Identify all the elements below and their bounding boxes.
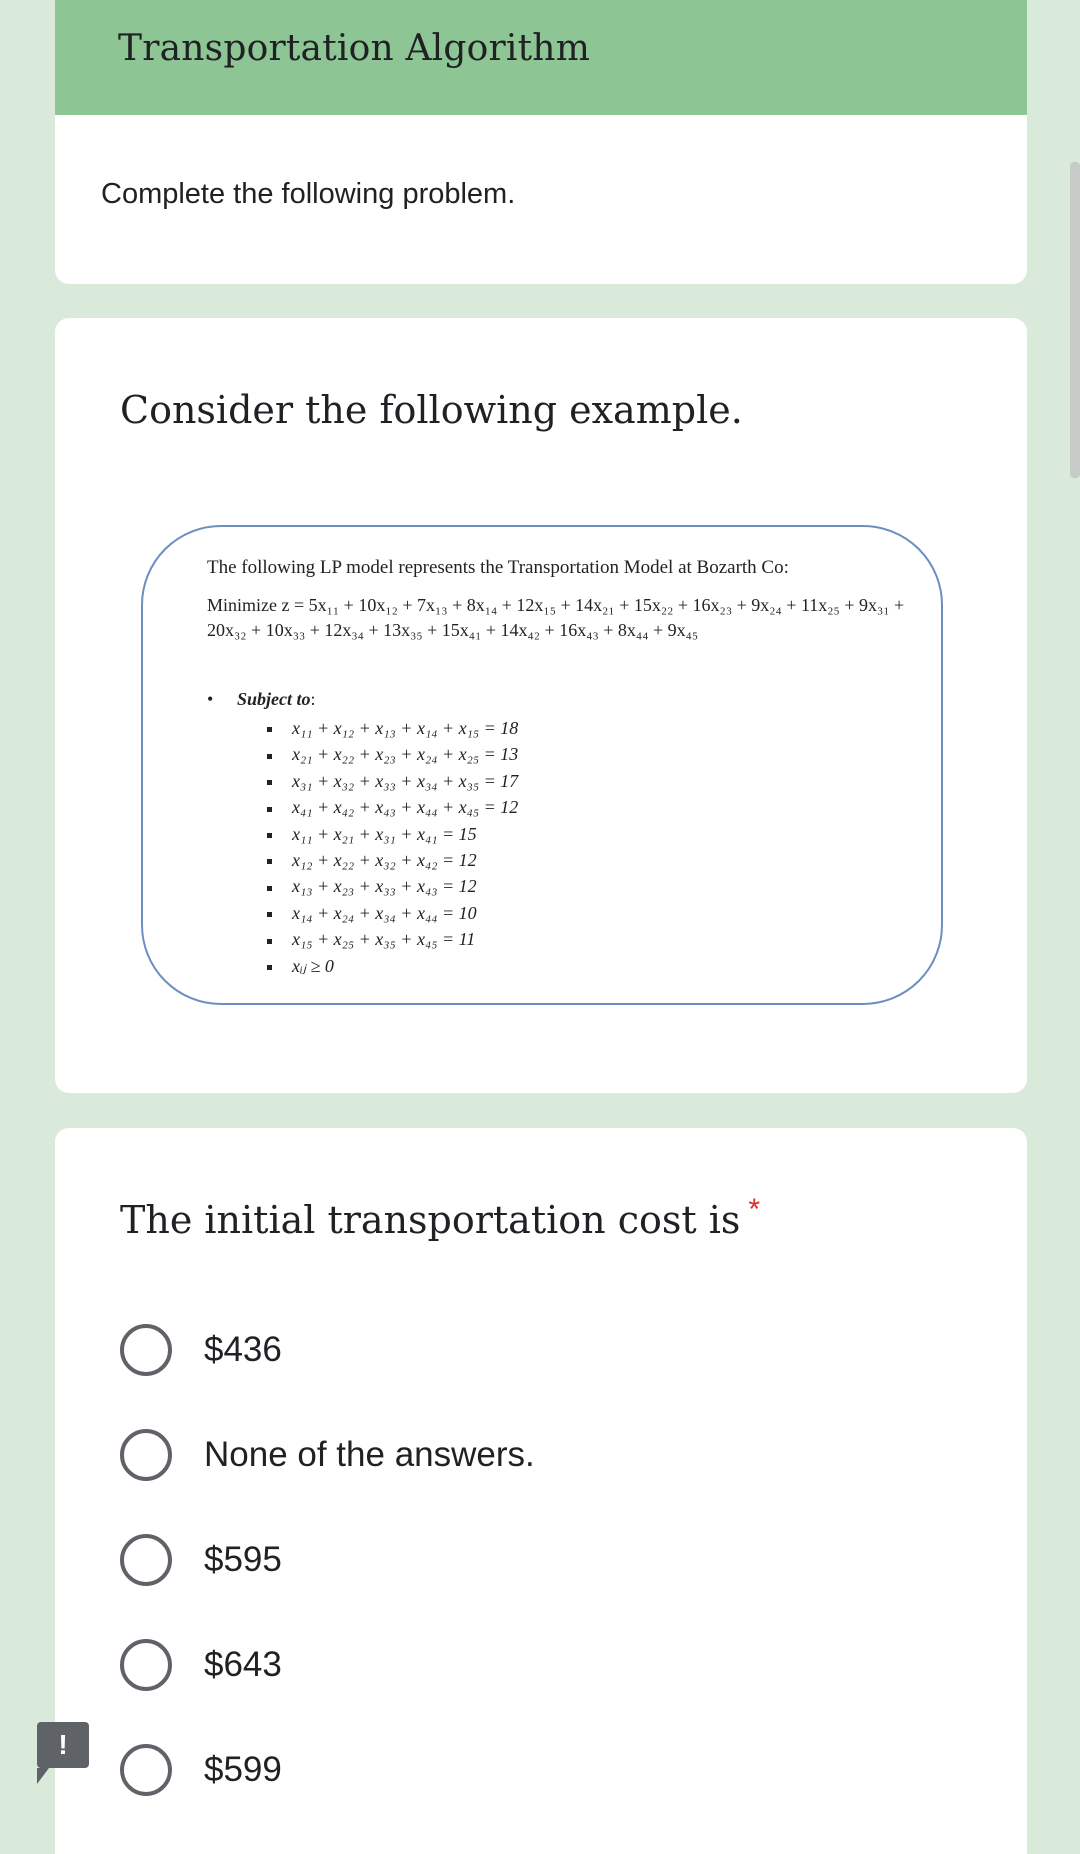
form-description: Complete the following problem. [101, 178, 516, 210]
square-bullet-icon [267, 965, 272, 970]
square-bullet-icon [267, 754, 272, 759]
option-643[interactable] [120, 1635, 282, 1695]
section-title: Consider the following example. [120, 388, 743, 432]
constraint-item: x₁₁ + x₂₁ + x₃₁ + x₄₁ = 15 [267, 821, 518, 847]
constraint-item: x₃₁ + x₃₂ + x₃₃ + x₃₄ + x₃₅ = 17 [267, 768, 518, 794]
option-436[interactable] [120, 1320, 282, 1380]
constraint-item: x₂₁ + x₂₂ + x₂₃ + x₂₄ + x₂₅ = 13 [267, 741, 518, 767]
radio-button[interactable] [120, 1324, 172, 1376]
question-card [55, 1128, 1027, 1854]
form-header-card [55, 0, 1027, 284]
lp-model-image [141, 525, 943, 1005]
report-button[interactable] [37, 1722, 89, 1768]
constraint-item: x₁₂ + x₂₂ + x₃₂ + x₄₂ = 12 [267, 847, 518, 873]
square-bullet-icon [267, 912, 272, 917]
header-band [55, 0, 1027, 115]
option-599[interactable] [120, 1740, 282, 1800]
page-scrollbar[interactable] [1070, 162, 1080, 478]
constraint-item: x₄₁ + x₄₂ + x₄₃ + x₄₄ + x₄₅ = 12 [267, 794, 518, 820]
radio-button[interactable] [120, 1534, 172, 1586]
constraint-item: x₁₁ + x₁₂ + x₁₃ + x₁₄ + x₁₅ = 18 [267, 715, 518, 741]
lp-objective: Minimize z = 5x₁₁ + 10x₁₂ + 7x₁₃ + 8x₁₄ + 12x₁₅ + 14x₂₁ + 15x₂₂ + 16x₂₃ + 9x₂₄ + 11x₂₅ + 9x₃₁ + 20x₃₂ + 10x₃₃ + 12x₃₄ + 13x₃₅ + 15x₄₁ + 14x₄₂ + 16x₄₃ + 8x₄₄ + 9x₄₅ [207, 595, 905, 640]
lp-subject-to: • Subject to: [207, 689, 316, 709]
option-label: None of the answers. [204, 1435, 535, 1474]
question-title: The initial transportation cost is * [120, 1193, 761, 1242]
required-marker: * [748, 1193, 761, 1226]
section-card [55, 318, 1027, 1093]
form-title: Transportation Algorithm [118, 28, 591, 69]
exclamation-icon: ! [58, 1729, 68, 1760]
constraint-item: x₁₃ + x₂₃ + x₃₃ + x₄₃ = 12 [267, 873, 518, 899]
radio-button[interactable] [120, 1744, 172, 1796]
option-label: $436 [204, 1330, 282, 1369]
radio-button[interactable] [120, 1429, 172, 1481]
square-bullet-icon [267, 807, 272, 812]
option-label: $643 [204, 1645, 282, 1684]
option-label: $595 [204, 1540, 282, 1579]
square-bullet-icon [267, 780, 272, 785]
constraint-item: x₁₄ + x₂₄ + x₃₄ + x₄₄ = 10 [267, 900, 518, 926]
option-label: $599 [204, 1750, 282, 1789]
option-none[interactable] [120, 1425, 535, 1485]
lp-constraints-list [267, 715, 518, 979]
constraint-item: xᵢⱼ ≥ 0 [267, 953, 518, 979]
radio-button[interactable] [120, 1639, 172, 1691]
square-bullet-icon [267, 859, 272, 864]
subject-to-label: Subject to [237, 689, 311, 709]
square-bullet-icon [267, 939, 272, 944]
option-595[interactable] [120, 1530, 282, 1590]
square-bullet-icon [267, 833, 272, 838]
square-bullet-icon [267, 727, 272, 732]
bullet-icon: • [207, 689, 214, 709]
constraint-item: x₁₅ + x₂₅ + x₃₅ + x₄₅ = 11 [267, 926, 518, 952]
square-bullet-icon [267, 886, 272, 891]
lp-intro: The following LP model represents the Transportation Model at Bozarth Co: [207, 557, 789, 578]
